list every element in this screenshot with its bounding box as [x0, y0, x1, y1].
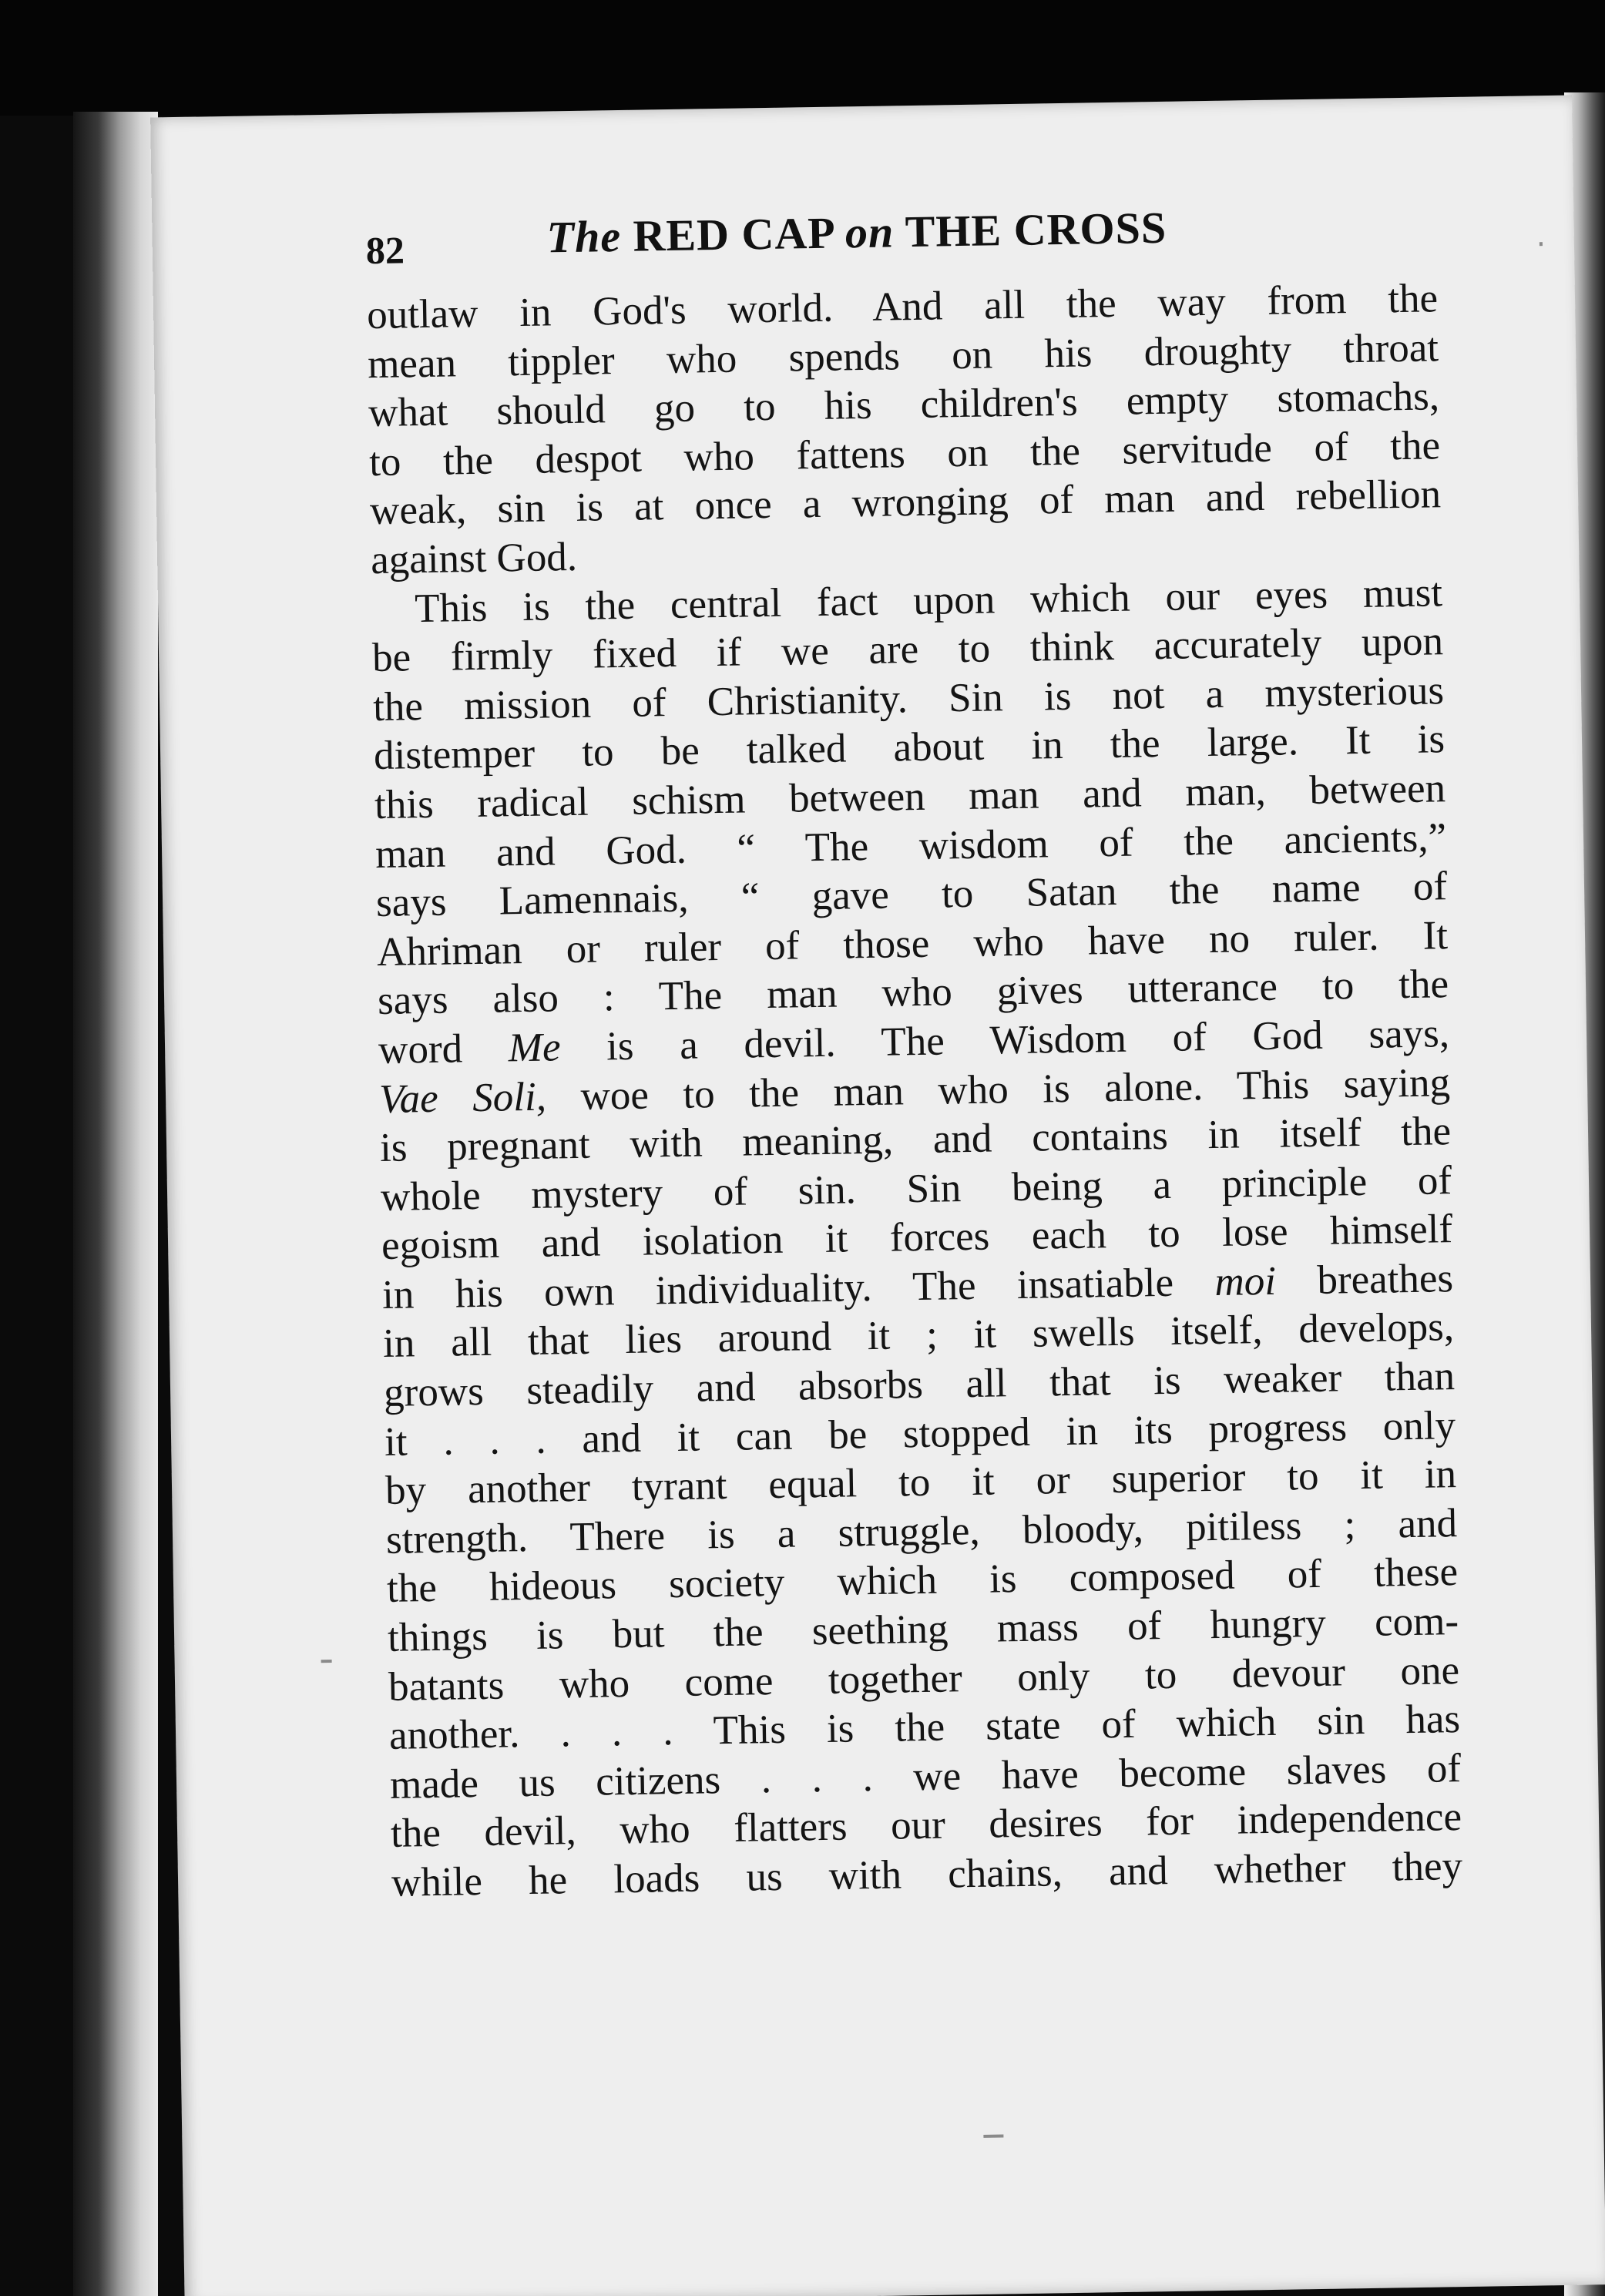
text-line: to the despot who fattens on the servitude of the: [368, 423, 1441, 485]
text-line: in all that lies around it ; it swells itself, develops,: [382, 1304, 1455, 1367]
text-line: Ahriman or ruler of those who have no ruler. It: [376, 912, 1449, 975]
title-red-cap: RED CAP: [633, 207, 834, 261]
text-line: by another tyrant equal to it or superior to it in: [384, 1452, 1457, 1514]
text-line: it . . . and it can be stopped in its progress only: [384, 1402, 1456, 1465]
text-line: what should go to his children's empty stomachs,: [368, 374, 1440, 436]
title-the-cross: THE CROSS: [905, 202, 1167, 257]
text-line: in his own individuality. The insatiable moi breathes: [381, 1255, 1454, 1318]
text-line: strength. There is a struggle, bloody, pitiless ; and: [385, 1500, 1458, 1563]
running-head: [365, 197, 1445, 284]
text-line: the mission of Christianity. Sin is not a mysterious: [372, 667, 1445, 730]
text-line: made us citizens . . . we have become slaves of: [389, 1745, 1462, 1808]
book-page: [150, 96, 1605, 2296]
title-on: on: [844, 206, 895, 258]
text-line: This is the central fact upon which our eyes must: [414, 569, 1443, 631]
page-number: 82: [365, 228, 405, 273]
book-title: [546, 202, 1167, 264]
text-line: another. . . . This is the state of which sin has: [388, 1697, 1461, 1759]
italic-word: Vae Soli,: [378, 1074, 547, 1122]
scan-speck: [321, 1660, 332, 1663]
text-line: be firmly fixed if we are to think accurately upon: [371, 619, 1444, 681]
text-line: this radical schism between man and man, between: [374, 766, 1446, 827]
text-line: the hideous society which is composed of these: [386, 1549, 1459, 1612]
text-line: says Lamennais, “ gave to Satan the name of: [375, 864, 1448, 926]
scan-speck: [1540, 242, 1543, 246]
text-line: mean tippler who spends on his droughty throat: [367, 324, 1439, 387]
italic-word: Me: [508, 1025, 561, 1071]
text-line: says also : The man who gives utterance to the: [377, 962, 1449, 1024]
book-gutter-left: [73, 112, 158, 2296]
text-line: against God.: [370, 534, 578, 583]
text-line: egoism and isolation it forces each to lose himself: [381, 1207, 1453, 1269]
text-line: distemper to be talked about in the large. It is: [373, 717, 1446, 779]
italic-word: moi: [1214, 1258, 1277, 1304]
text-line: weak, sin is at once a wronging of man and rebellion: [369, 472, 1442, 534]
text-line: while he loads us with chains, and whether they: [391, 1844, 1463, 1905]
text-line: outlaw in God's world. And all the way from the: [366, 276, 1439, 338]
text-line: word Me is a devil. The Wisdom of God says,: [378, 1011, 1450, 1072]
title-the: The: [546, 210, 622, 263]
body-text: [367, 274, 1463, 1908]
text-line: whole mystery of sin. Sin being a principle of: [380, 1157, 1452, 1220]
scan-speck: [983, 2134, 1003, 2137]
text-line: batants who come together only to devour one: [388, 1647, 1460, 1710]
text-line: grows steadily and absorbs all that is weaker than: [383, 1354, 1456, 1415]
text-line: Vae Soli, woe to the man who is alone. This saying: [378, 1059, 1451, 1122]
text-line: is pregnant with meaning, and contains in itself the: [379, 1109, 1452, 1171]
text-line: things is but the seething mass of hungry com-: [387, 1599, 1459, 1660]
text-line: man and God. “ The wisdom of the ancients,”: [374, 814, 1447, 877]
text-line: the devil, who flatters our desires for independence: [390, 1794, 1462, 1857]
